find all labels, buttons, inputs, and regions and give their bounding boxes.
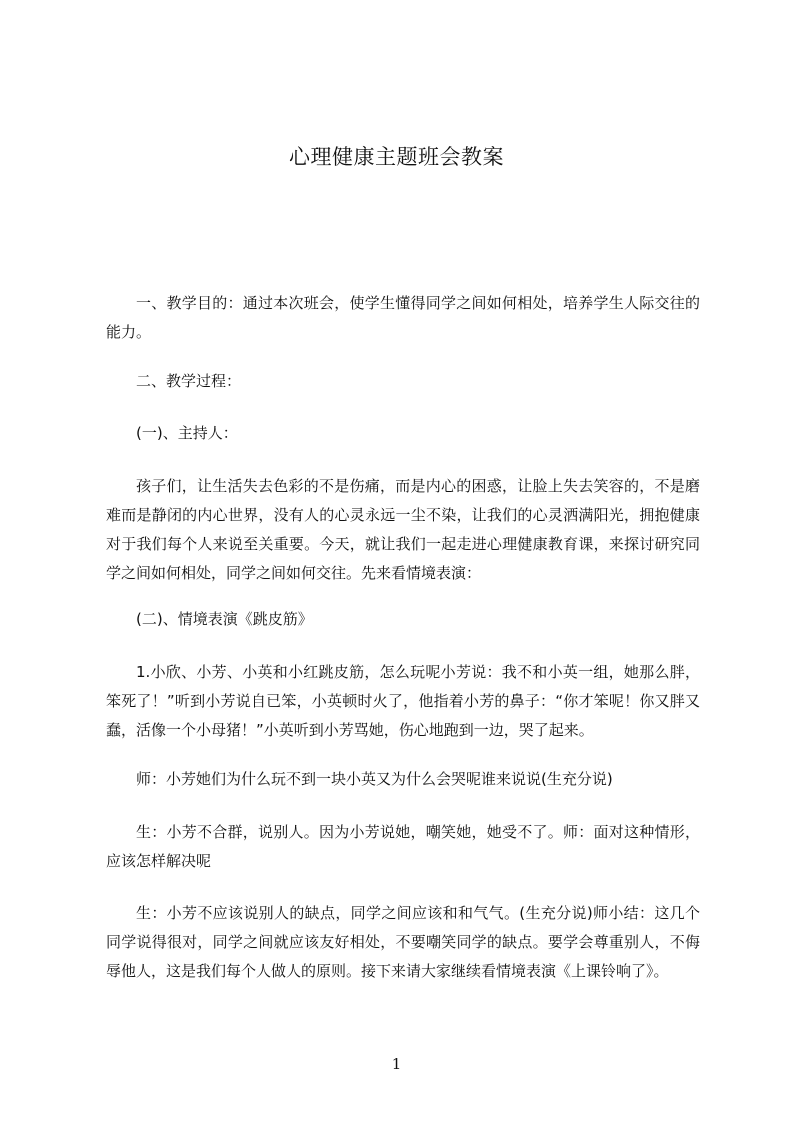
page-number: 1: [391, 1055, 402, 1073]
paragraph-host-heading: (一)、主持人：: [136, 424, 238, 442]
paragraph-teacher-summary: 生：小芳不应该说别人的缺点，同学之间应该和和气气。(生充分说)师小结：这几个同学说得很对，同学之间就应该友好相处，不要嘲笑同学的缺点。要学会尊重别人，不侮辱他人，这是我们每个人做人的原则。接下来请大家继续看情境表演《上课铃响了》。: [106, 904, 700, 980]
paragraph-host-speech: 孩子们，让生活失去色彩的不是伤痛，而是内心的困惑，让脸上失去笑容的，不是磨难而是静闭的内心世界，没有人的心灵永远一尘不染，让我们的心灵洒满阳光，拥抱健康对于我们每个人来说至关重要。今天，就让我们一起走进心理健康教育课，来探讨研究同学之间如何相处，同学之间如何交往。先来看情境表演：: [106, 477, 700, 582]
paragraph-skit-heading: (二)、情境表演《跳皮筋》: [136, 610, 313, 628]
paragraph-teaching-purpose: 一、教学目的：通过本次班会，使学生懂得同学之间如何相处，培养学生人际交往的能力。: [106, 294, 700, 341]
document-title: 心理健康主题班会教案: [289, 145, 504, 169]
paragraph-skit-story: 1.小欣、小芳、小英和小红跳皮筋，怎么玩呢小芳说：我不和小英一组，她那么胖，笨死了！”听到小芳说自已笨，小英顿时火了，他指着小芳的鼻子：“你才笨呢！你又胖又蠢，活像一个小母猪！”小英听到小芳骂她，伤心地跑到一边，哭了起来。: [106, 663, 700, 739]
paragraph-teaching-process-heading: 二、教学过程：: [136, 372, 242, 390]
paragraph-student-answer: 生：小芳不合群，说别人。因为小芳说她，嘲笑她，她受不了。师：面对这种情形，应该怎样解决呢: [106, 823, 700, 870]
paragraph-teacher-question: 师：小芳她们为什么玩不到一块小英又为什么会哭呢谁来说说(生充分说): [136, 770, 613, 788]
